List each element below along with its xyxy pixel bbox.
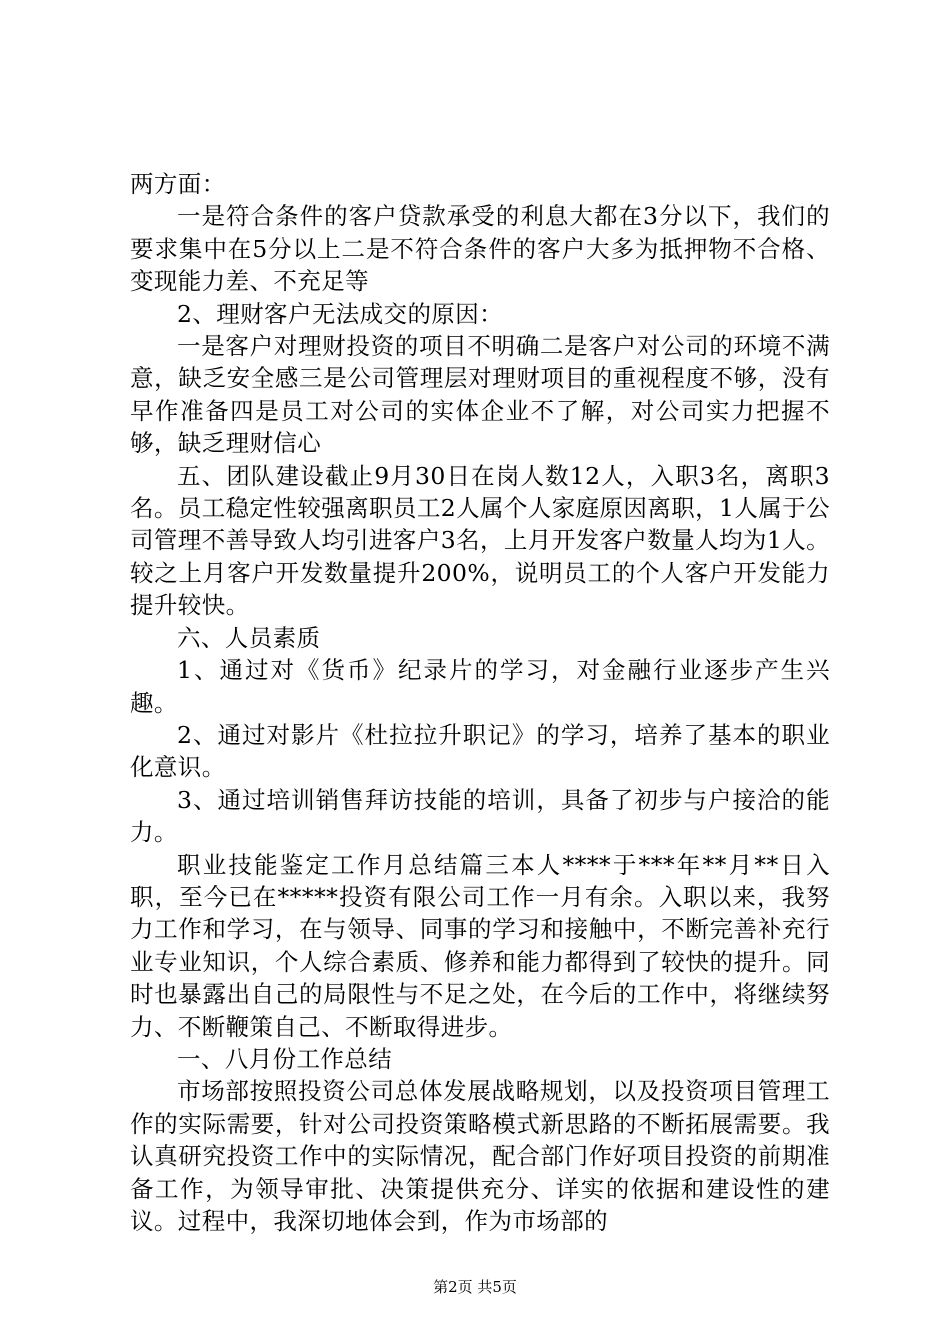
paragraph-5: 五、团队建设截止9月30日在岗人数12人，入职3名，离职3名。员工稳定性较强离职员工2人属个人家庭原因离职，1人属于公司管理不善导致人均引进客户3名，上月开发客户数量人均为1人。较之上月客户开发数量提升200%，说明员工的个人客户开发能力提升较快。	[130, 461, 830, 620]
paragraph-12: 市场部按照投资公司总体发展战略规划，以及投资项目管理工作的实际需要，针对公司投资策略模式新思路的不断拓展需要。我认真研究投资工作中的实际情况，配合部门作好项目投资的前期准备工作，为领导审批、决策提供充分、详实的依据和建设性的建议。过程中，我深切地体会到，作为市场部的	[130, 1077, 830, 1235]
section-heading-6: 六、人员素质	[177, 623, 321, 652]
page-footer: 第2页 共5页	[433, 1278, 517, 1296]
paragraph-2: 一是符合条件的客户贷款承受的利息大都在3分以下，我们的要求集中在5分以上二是不符合条件的客户大多为抵押物不合格、变现能力差、不充足等	[130, 202, 830, 296]
paragraph-7: 1、通过对《货币》纪录片的学习，对金融行业逐步产生兴趣。	[130, 656, 830, 717]
paragraph-9: 3、通过培训销售拜访技能的培训，具备了初步与户接洽的能力。	[130, 785, 830, 847]
paragraph-3: 2、理财客户无法成交的原因：	[177, 299, 504, 328]
section-heading-11: 一、八月份工作总结	[177, 1044, 393, 1073]
paragraph-1: 两方面：	[130, 170, 226, 198]
paragraph-8: 2、通过对影片《杜拉拉升职记》的学习，培养了基本的职业化意识。	[130, 720, 830, 782]
document-body	[130, 168, 830, 1237]
paragraph-4: 一是客户对理财投资的项目不明确二是客户对公司的环境不满意，缺乏安全感三是公司管理层对理财项目的重视程度不够，没有早作准备四是员工对公司的实体企业不了解，对公司实力把握不够，缺乏理财信心	[130, 332, 830, 458]
paragraph-10: 职业技能鉴定工作月总结篇三本人****于***年**月**日入职，至今已在*****投资有限公司工作一月有余。入职以来，我努力工作和学习，在与领导、同事的学习和接触中，不断完善补充行业专业知识，个人综合素质、修养和能力都得到了较快的提升。同时也暴露出自己的局限性与不足之处，在今后的工作中，将继续努力、不断鞭策自己、不断取得进步。	[130, 850, 830, 1041]
